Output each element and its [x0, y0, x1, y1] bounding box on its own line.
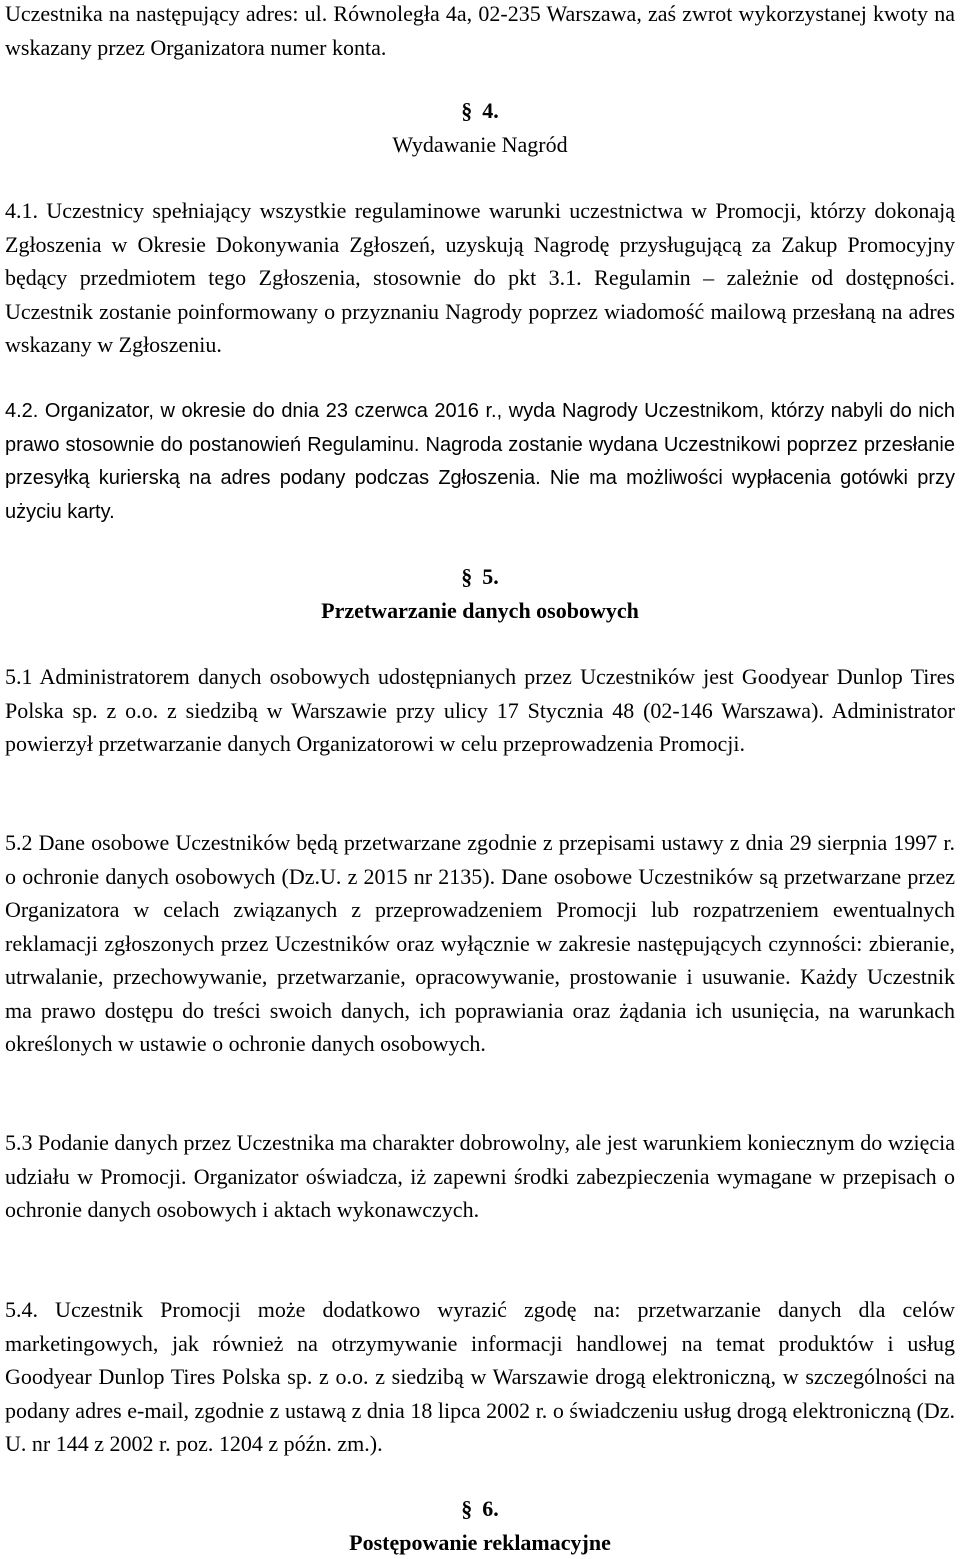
paragraph-5-2: 5.2 Dane osobowe Uczestników będą przetwarzane zgodnie z przepisami ustawy z dnia 29 sierpnia 1997 r. o ochronie danych osobowych (Dz.U. z 2015 nr 2135). Dane osobowe Uczestników są przetwarzane przez Organizatora w celach związanych z przeprowadzeniem Promocji lub rozpatrzeniem ewentualnych reklamacji zgłoszonych przez Uczestników oraz wyłącznie w zakresie następujących czynności: zbieranie, utrwalanie, przechowywanie, przetwarzanie, opracowywanie, prostowanie i usuwanie. Każdy Uczestnik ma prawo dostępu do treści swoich danych, ich poprawiania oraz żądania ich usunięcia, na warunkach określonych w ustawie o ochronie danych osobowych.	[5, 830, 955, 1056]
section-number: § 4.	[5, 94, 955, 128]
section-mark: §	[461, 564, 473, 589]
section-5-heading	[5, 560, 955, 627]
section-4-heading	[5, 94, 955, 161]
paragraph-intro: Uczestnika na następujący adres: ul. Równoległa 4a, 02-235 Warszawa, zaś zwrot wykorzystanej kwoty na wskazany przez Organizatora numer konta.	[5, 1, 955, 60]
section-title: Postępowanie reklamacyjne	[349, 1529, 611, 1555]
section-mark: §	[461, 1496, 473, 1521]
paragraph-4-2: 4.2. Organizator, w okresie do dnia 23 czerwca 2016 r., wyda Nagrody Uczestnikom, którzy nabyli do nich prawo stosownie do postanowień Regulaminu. Nagroda zostanie wydana Uczestnikowi poprzez przesłanie przesyłką kurierską na adres podany podczas Zgłoszenia. Nie ma możliwości wypłacenia gotówki przy użyciu karty.	[5, 400, 955, 523]
section-mark: §	[461, 98, 473, 123]
section-number: § 6.	[5, 1492, 955, 1526]
paragraph-5-3: 5.3 Podanie danych przez Uczestnika ma charakter dobrowolny, ale jest warunkiem koniecznym do wzięcia udziału w Promocji. Organizator oświadcza, iż zapewni środki zabezpieczenia wymagane w przepisach o ochronie danych osobowych i aktach wykonawczych.	[5, 1130, 955, 1222]
paragraph-5-1: 5.1 Administratorem danych osobowych udostępnianych przez Uczestników jest Goodyear Dunlop Tires Polska sp. z o.o. z siedzibą w Warszawie przy ulicy 17 Stycznia 48 (02-146 Warszawa). Administrator powierzył przetwarzanie danych Organizatorowi w celu przeprowadzenia Promocji.	[5, 664, 955, 756]
section-title: Wydawanie Nagród	[392, 131, 568, 157]
section-title: Przetwarzanie danych osobowych	[321, 597, 639, 623]
paragraph-5-4: 5.4. Uczestnik Promocji może dodatkowo wyrazić zgodę na: przetwarzanie danych dla celów marketingowych, jak również na otrzymywanie informacji handlowej na temat produktów i usług Goodyear Dunlop Tires Polska sp. z o.o. z siedzibą w Warszawie drogą elektroniczną, w szczególności na podany adres e-mail, zgodnie z ustawą z dnia 18 lipca 2002 r. o świadczeniu usług drogą elektroniczną (Dz. U. nr 144 z 2002 r. poz. 1204 z późn. zm.).	[5, 1297, 955, 1456]
paragraph-4-1: 4.1. Uczestnicy spełniający wszystkie regulaminowe warunki uczestnictwa w Promocji, którzy dokonają Zgłoszenia w Okresie Dokonywania Zgłoszeń, uzyskują Nagrodę przysługującą za Zakup Promocyjny będący przedmiotem tego Zgłoszenia, stosownie do pkt 3.1. Regulamin – zależnie od dostępności. Uczestnik zostanie poinformowany o przyznaniu Nagrody poprzez wiadomość mailową przesłaną na adres wskazany w Zgłoszeniu.	[5, 198, 955, 357]
section-number: § 5.	[5, 560, 955, 594]
section-6-heading	[5, 1492, 955, 1559]
